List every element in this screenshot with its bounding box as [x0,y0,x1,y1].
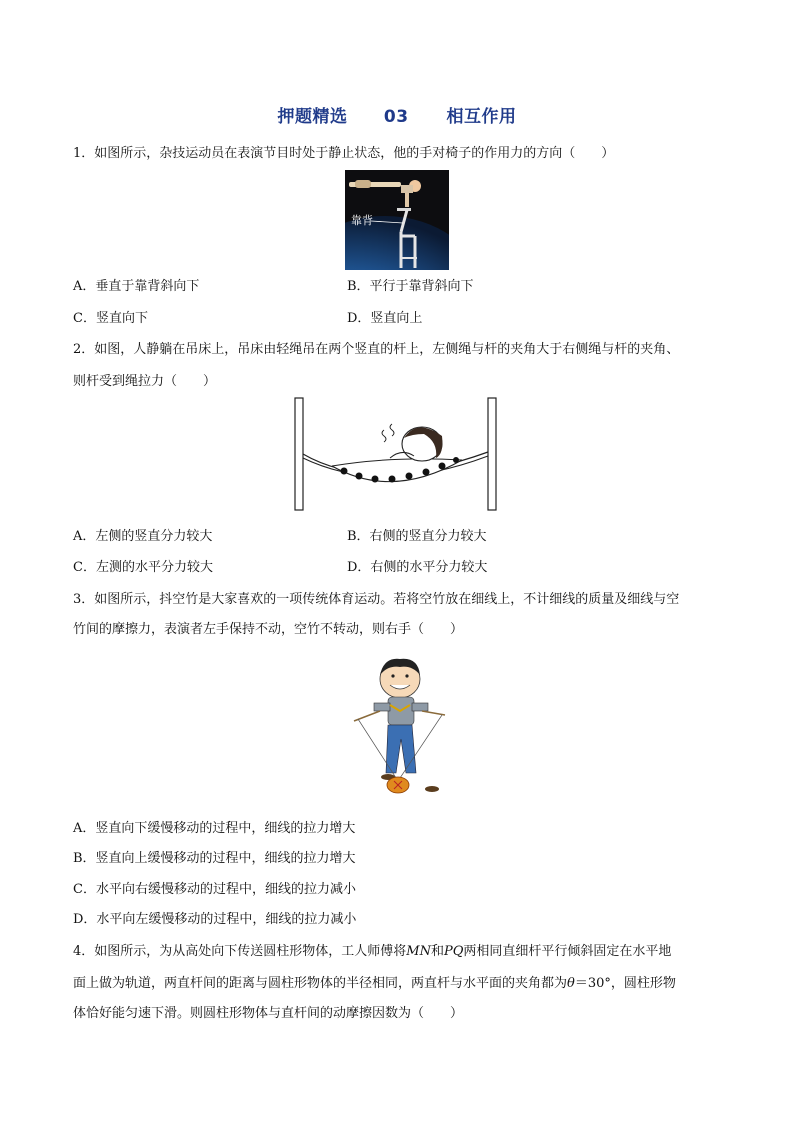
title-label: 押题精选 03 [277,107,409,127]
q3-stem-line1: 3．如图所示，抖空竹是大家喜欢的一项传统体育运动。若将空竹放在细线上，不计细线的质量及细线与空 [73,592,680,607]
q3-option-b: B．竖直向上缓慢移动的过程中，细线的拉力增大 [73,851,356,866]
q1-option-a: A．垂直于靠背斜向下 [73,279,200,294]
q1-option-c: C．竖直向下 [73,311,148,326]
q1-figure-label: 靠背 [351,214,373,227]
q2-stem-line2: 则杆受到绳拉力（ ） [73,374,217,389]
q2-stem-line1: 2．如图，人静躺在吊床上，吊床由轻绳吊在两个竖直的杆上，左侧绳与杆的夹角大于右侧绳与杆的夹角、 [73,342,680,357]
q2-option-d: D．右侧的水平分力较大 [347,560,488,575]
q2-option-c: C．左测的水平分力较大 [73,560,213,575]
q2-option-b: B．右侧的竖直分力较大 [347,529,487,544]
q4-rod-pq: PQ [443,944,464,959]
q3-option-c: C．水平向右缓慢移动的过程中，细线的拉力减小 [73,882,356,897]
q2-hammock-figure [292,396,500,512]
q4-rod-mn: MN [406,944,431,959]
q4-line2: 面上做为轨道，两直杆间的距离与圆柱形物体的半径相同，两直杆与水平面的夹角都为θ＝30°，圆柱形物 [73,976,676,991]
page-title [0,102,794,127]
q1-option-d: D．竖直向上 [347,311,423,326]
q4-line3: 体恰好能匀速下滑。则圆柱形物体与直杆间的动摩擦因数为（ ） [73,1006,464,1021]
title-topic: 相互作用 [446,107,517,127]
q1-acrobat-figure [345,170,449,270]
q3-diabolo-figure [350,655,450,800]
q1-option-b: B．平行于靠背斜向下 [347,279,474,294]
q3-option-d: D．水平向左缓慢移动的过程中，细线的拉力减小 [73,912,357,927]
q3-stem-line2: 竹间的摩擦力，表演者左手保持不动，空竹不转动，则右手（ ） [73,622,464,637]
q4-line1: 4．如图所示，为从高处向下传送圆柱形物体，工人师傅将MN和PQ两相同直细杆平行倾斜固定在水平地 [73,944,672,959]
q2-option-a: A．左侧的竖直分力较大 [73,529,213,544]
q1-stem: 1．如图所示，杂技运动员在表演节目时处于静止状态，他的手对椅子的作用力的方向（ ） [73,146,615,161]
q3-option-a: A．竖直向下缓慢移动的过程中，细线的拉力增大 [73,821,356,836]
q4-theta: θ [567,976,575,991]
